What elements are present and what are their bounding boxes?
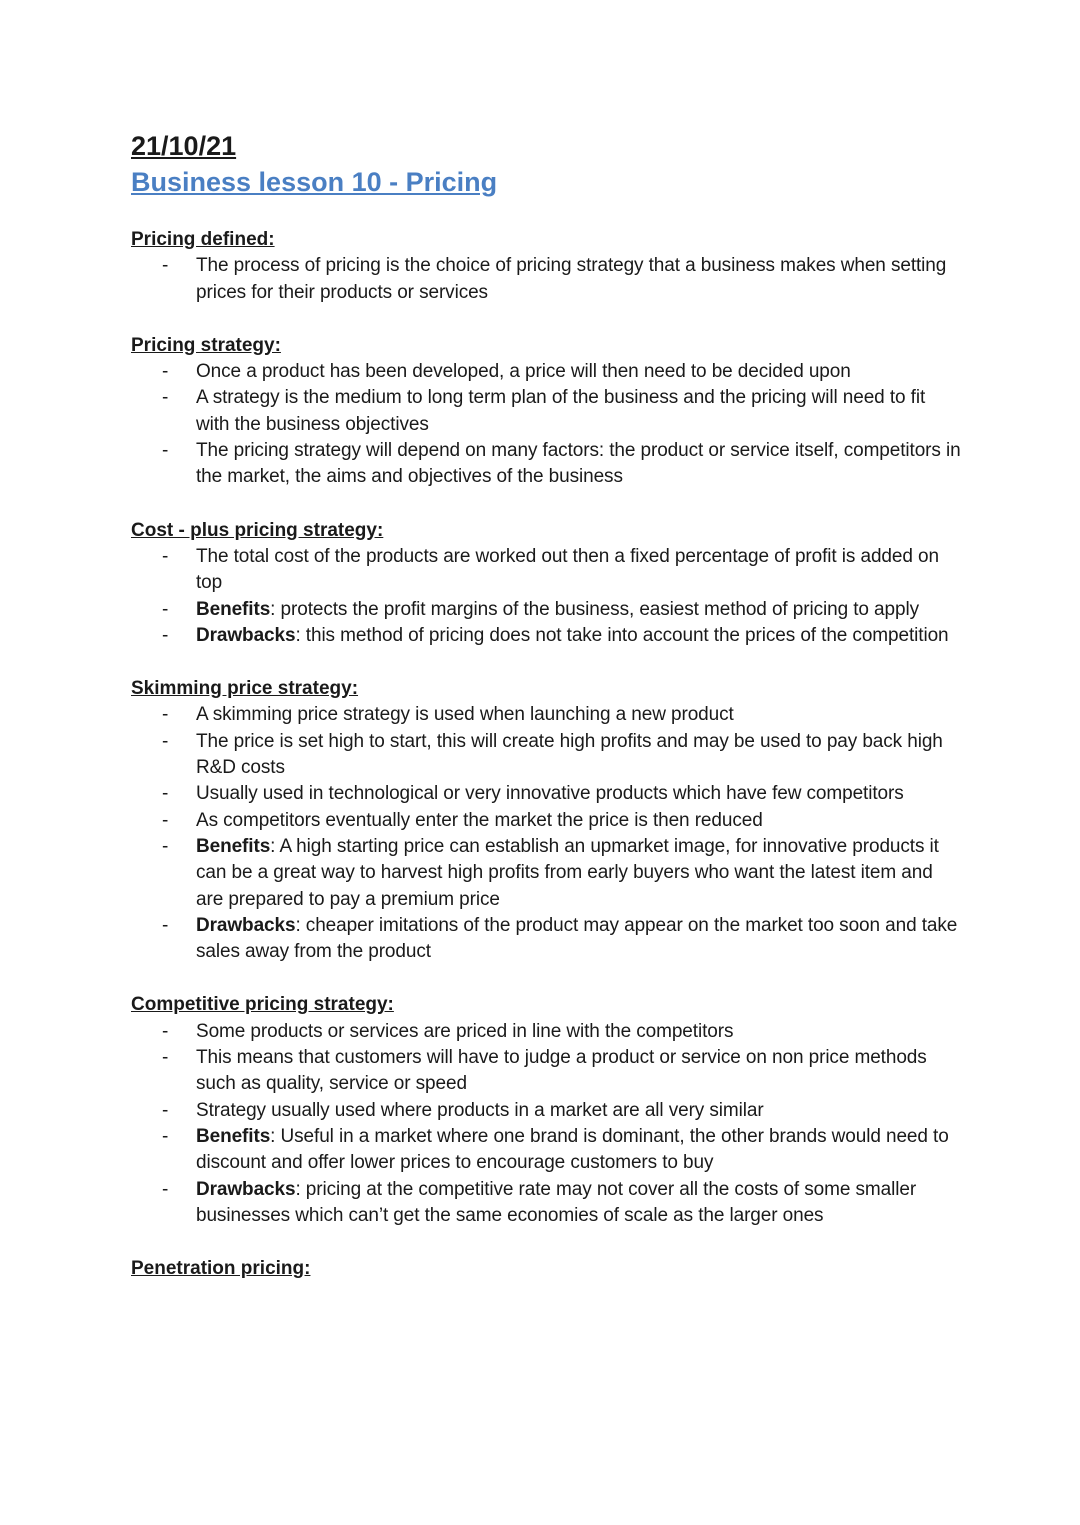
item-text: A skimming price strategy is used when launching a new product xyxy=(196,704,734,726)
list-item xyxy=(131,702,961,728)
item-text: A strategy is the medium to long term plan of the business and the pricing will need to fit with the business objectives xyxy=(196,387,926,435)
item-text: The pricing strategy will depend on many factors: the product or service itself, competitors in the market, the aims and objectives of the business xyxy=(196,440,961,488)
item-text: Some products or services are priced in line with the competitors xyxy=(196,1020,734,1042)
list-item xyxy=(131,1045,961,1098)
list-item xyxy=(131,1124,961,1177)
dash-bullet: - xyxy=(162,255,169,277)
item-text: Once a product has been developed, a price will then need to be decided upon xyxy=(196,361,851,383)
item-text: : protects the profit margins of the business, easiest method of pricing to apply xyxy=(270,598,919,620)
list-item xyxy=(131,808,961,834)
list-item xyxy=(131,623,961,649)
dash-bullet: - xyxy=(162,545,169,567)
dash-bullet: - xyxy=(162,1047,169,1069)
item-text: The total cost of the products are worked out then a fixed percentage of profit is added on top xyxy=(196,545,939,594)
list-item xyxy=(131,1098,961,1124)
document-page xyxy=(131,128,961,1309)
lesson-title: Business lesson 10 - Pricing xyxy=(131,167,498,197)
item-label-benefits: Benefits xyxy=(196,1125,271,1147)
list-item xyxy=(131,781,961,807)
item-label-drawbacks: Drawbacks xyxy=(196,624,296,646)
item-text: : pricing at the competitive rate may not cover all the costs of some smaller businesses which can’t get the same economies of scale as the larger ones xyxy=(196,1178,917,1226)
item-label-benefits: Benefits xyxy=(196,835,271,857)
item-label-drawbacks: Drawbacks xyxy=(196,914,296,936)
item-text: Strategy usually used where products in a market are all very similar xyxy=(196,1099,764,1121)
section-heading: Competitive pricing strategy: xyxy=(131,994,394,1016)
section-pricing-strategy xyxy=(131,333,961,491)
list-item xyxy=(131,359,961,385)
item-text: As competitors eventually enter the market the price is then reduced xyxy=(196,809,763,831)
section-skimming-price xyxy=(131,676,961,965)
dash-bullet: - xyxy=(162,624,169,646)
bullet-list xyxy=(131,702,961,965)
lesson-date: 21/10/21 xyxy=(131,131,237,161)
bullet-list xyxy=(131,1019,961,1229)
item-text: This means that customers will have to judge a product or service on non price methods such as quality, service or speed xyxy=(196,1047,927,1095)
dash-bullet: - xyxy=(162,1125,169,1147)
dash-bullet: - xyxy=(162,704,169,726)
list-item xyxy=(131,544,961,597)
section-heading: Pricing strategy: xyxy=(131,334,281,356)
section-heading: Cost - plus pricing strategy: xyxy=(131,519,384,541)
dash-bullet: - xyxy=(162,914,169,936)
item-text: : cheaper imitations of the product may appear on the market too soon and take sales away from the product xyxy=(196,914,958,963)
dash-bullet: - xyxy=(162,387,169,409)
dash-bullet: - xyxy=(162,361,169,383)
dash-bullet: - xyxy=(162,440,169,462)
dash-bullet: - xyxy=(162,783,169,805)
item-text: : Useful in a market where one brand is dominant, the other brands would need to discount and offer lower prices to encourage customers to buy xyxy=(196,1125,949,1174)
list-item xyxy=(131,834,961,913)
section-penetration-pricing xyxy=(131,1256,961,1282)
section-heading: Pricing defined: xyxy=(131,229,275,250)
list-item xyxy=(131,438,961,491)
item-text: : this method of pricing does not take into account the prices of the competition xyxy=(295,624,949,646)
dash-bullet: - xyxy=(162,1020,169,1042)
list-item xyxy=(131,597,961,623)
dash-bullet: - xyxy=(162,809,169,831)
dash-bullet: - xyxy=(162,730,169,752)
section-pricing-defined xyxy=(131,227,961,306)
section-heading: Penetration pricing: xyxy=(131,1258,311,1280)
section-competitive-pricing xyxy=(131,992,961,1229)
dash-bullet: - xyxy=(162,1099,169,1121)
list-item xyxy=(131,913,961,966)
bullet-list xyxy=(131,544,961,649)
dash-bullet: - xyxy=(162,835,169,857)
list-item xyxy=(131,253,961,306)
section-heading: Skimming price strategy: xyxy=(131,678,359,700)
item-text: The process of pricing is the choice of pricing strategy that a business makes when setting prices for their products or services xyxy=(196,255,947,303)
item-text: : A high starting price can establish an upmarket image, for innovative products it can be a great way to harvest high profits from early buyers who want the latest item and are prepared to pay a premium price xyxy=(196,835,939,910)
item-text: The price is set high to start, this will create high profits and may be used to pay back high R&D costs xyxy=(196,730,943,779)
item-label-drawbacks: Drawbacks xyxy=(196,1178,296,1200)
list-item xyxy=(131,1177,961,1230)
bullet-list xyxy=(131,359,961,490)
list-item xyxy=(131,729,961,782)
list-item xyxy=(131,1019,961,1045)
item-text: Usually used in technological or very innovative products which have few competitors xyxy=(196,783,904,805)
item-label-benefits: Benefits xyxy=(196,598,271,620)
dash-bullet: - xyxy=(162,598,169,620)
bullet-list xyxy=(131,253,961,306)
section-cost-plus-pricing xyxy=(131,518,961,649)
list-item xyxy=(131,385,961,438)
dash-bullet: - xyxy=(162,1178,169,1200)
